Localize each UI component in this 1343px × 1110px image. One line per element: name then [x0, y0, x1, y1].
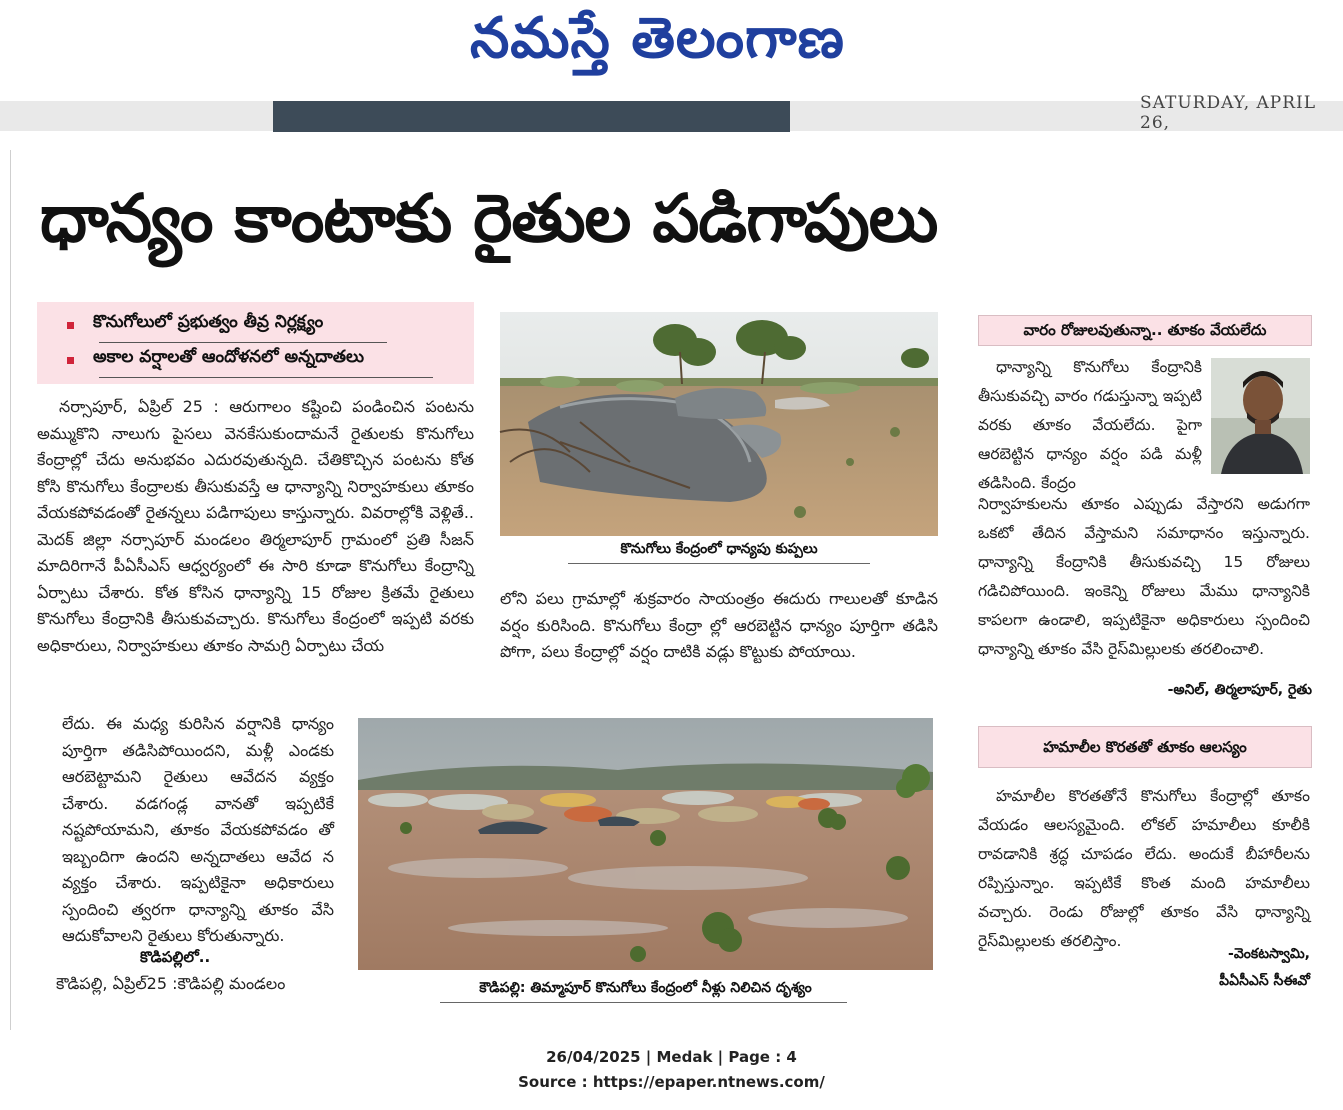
highlights-box: [37, 302, 474, 384]
photo-flooded-center: [358, 718, 933, 970]
divider: [99, 377, 433, 378]
photo-caption: కౌడిపల్లి: తిమ్మాపూర్ కొనుగోలు కేంద్రంలో నీళ్లు నిలిచిన దృశ్యం: [479, 980, 812, 996]
person-portrait-illustration: [1211, 358, 1310, 474]
article-lead-paragraph: నర్సాపూర్, ఏప్రిల్ 25 : ఆరుగాలం కష్టించి పండించిన పంటను అమ్ముకొని నాలుగు పైసలు వెనకేసుకుందామనే రైతులకు కొనుగోలు కేంద్రాల్లో చేదు అనుభవం ఎదురవుతున్నది. చేతికొచ్చిన పంటను కోత కోసి కొనుగోలు కేంద్రాలకు తీసుకువస్తే ఆ ధాన్యాన్ని నిర్వాహకులు తూకం వేయకపోవడంతో రైతన్నలు పడిగాపులు కాస్తున్నారు. వివరాల్లోకి వెళ్లితే.. మెదక్ జిల్లా నర్సాపూర్ మండలం తిర్మలాపూర్ గ్రామంలో ప్రతి సీజన్ మాదిరిగానే పీఏసీఎస్ ఆధ్వర్యంలో ఈ సారి కూడా కొనుగోలు కేంద్రాన్ని ఏర్పాటు చేశారు. కోత కోసిన ధాన్యాన్ని 15 రోజుల క్రితమే రైతులు కొనుగోలు కేంద్రానికి తీసుకువచ్చారు. కొనుగోలు కేంద్రంలో ఇప్పటి వరకు అధికారులు, నిర్వాహకులు తూకం సామగ్రి ఏర్పాటు చేయ: [37, 397, 474, 655]
portrait-photo: [1211, 358, 1310, 474]
grain-heaps-illustration: [500, 312, 938, 536]
sidebar-title: వారం రోజులవుతున్నా.. తూకం వేయలేదు: [978, 315, 1312, 346]
header-dark-bar: [273, 101, 790, 132]
article-sub-lead: కౌడిపల్లి, ఏప్రిల్25 :కౌడిపల్లి మండలం: [56, 974, 286, 993]
article-middle-paragraph: లోని పలు గ్రామాల్లో శుక్రవారం సాయంత్రం ఈదురు గాలులతో కూడిన వర్షం కురిసింది. కొనుగోలు కేంద్రా ల్లో ఆరబెట్టిన ధాన్యం పూర్తిగా తడిసి పోగా, పలు కేంద్రాల్లో వర్షం దాటికి వడ్లు కొట్టుకు పోయాయి.: [500, 589, 938, 661]
edition-line: 26/04/2025 | Medak | Page : 4: [546, 1048, 797, 1066]
square-bullet-icon: [67, 357, 74, 364]
masthead: [0, 0, 1343, 100]
sidebar-title: హమాలీల కొరతతో తూకం ఆలస్యం: [978, 726, 1312, 768]
divider: [440, 1002, 847, 1003]
flooded-center-illustration: [358, 718, 933, 970]
article-continued-paragraph: లేదు. ఈ మధ్య కురిసిన వర్షానికి ధాన్యం పూర్తిగా తడిసిపోయిందని, మళ్లీ ఎండకు ఆరబెట్టామని రైతులు ఆవేదన వ్యక్తం చేశారు. వడగండ్ల వానతో ఇప్పటికే నష్టపోయామని, తూకం వేయకపోవడం తో ఇబ్బందిగా ఉందని అన్నదాతలు ఆవేద న వ్యక్తం చేశారు. ఇప్పటికైనా అధికారులు స్పందించి త్వరగా ధాన్యాన్ని తూకం వేసి ఆదుకోవాలని రైతులు కోరుతున్నారు.: [62, 714, 334, 945]
square-bullet-icon: [67, 322, 74, 329]
article-subhead: కొడిపల్లిలో..: [140, 948, 211, 966]
divider: [568, 563, 870, 564]
dateline: SATURDAY, APRIL 26,: [1140, 93, 1317, 133]
highlight-item: కొనుగోలులో ప్రభుత్వం తీవ్ర నిర్లక్ష్యం: [93, 312, 324, 332]
page-border: [10, 150, 11, 1030]
sidebar-text: నిర్వాహకులను తూకం ఎప్పుడు వేస్తారని అడుగగా ఒకటో తేదిన వేస్తామని సమాధానం ఇస్తున్నారు. ధాన్యాన్ని కేంద్రానికి తీసుకువచ్చి 15 రోజులు గడిచిపోయింది. ఇంకెన్ని రోజులు మేము ధాన్యానికి కాపలగా ఉండాలి, ఇప్పటికైనా అధికారులు స్పందించి ధాన్యాన్ని తూకం వేసి రైస్‌మిల్లులకు తరలించాలి.: [978, 495, 1310, 658]
page-title: ధాన్యం కాంటాకు రైతుల పడిగాపులు: [40, 180, 938, 257]
highlight-item: అకాల వర్షాలతో ఆందోళనలో అన్నదాతలు: [93, 347, 364, 367]
newspaper-logo: నమస్తే తెలంగాణ: [470, 6, 845, 71]
source-line: Source : https://epaper.ntnews.com/: [518, 1073, 825, 1091]
sidebar-text: ధాన్యాన్ని కొనుగోలు కేంద్రానికి తీసుకువచ్చి వారం గడుస్తున్నా ఇప్పటి వరకు తూకం వేయలేదు. పైగా ఆరబెట్టిన ధాన్యం వర్షం పడి మళ్లీ తడిసింది. కేంద్రం: [978, 358, 1202, 492]
quote-signature-role: పీఏసీఎస్ సీఈవో: [1219, 973, 1310, 989]
quote-signature: -వెంకటస్వామి,: [1228, 946, 1310, 962]
quote-signature: -అనిల్, తిర్మలాపూర్, రైతు: [1167, 682, 1312, 698]
sidebar-text: హమాలీల కొరతతోనే కొనుగోలు కేంద్రాల్లో తూకం వేయడం ఆలస్యమైంది. లోకల్ హమాలీలు కూలీకి రావడానికి శ్రద్ధ చూపడం లేదు. అందుకే బీహారీలను రప్పిస్తున్నాం. ఇప్పటికే కొంత మంది హమాలీలు వచ్చారు. రెండు రోజుల్లో తూకం వేసి ధాన్యాన్ని రైస్‌మిల్లులకు తరలిస్తాం.: [978, 787, 1310, 950]
divider: [99, 342, 387, 343]
photo-grain-heaps: [500, 312, 938, 536]
photo-caption: కొనుగోలు కేంద్రంలో ధాన్యపు కుప్పలు: [620, 541, 818, 557]
